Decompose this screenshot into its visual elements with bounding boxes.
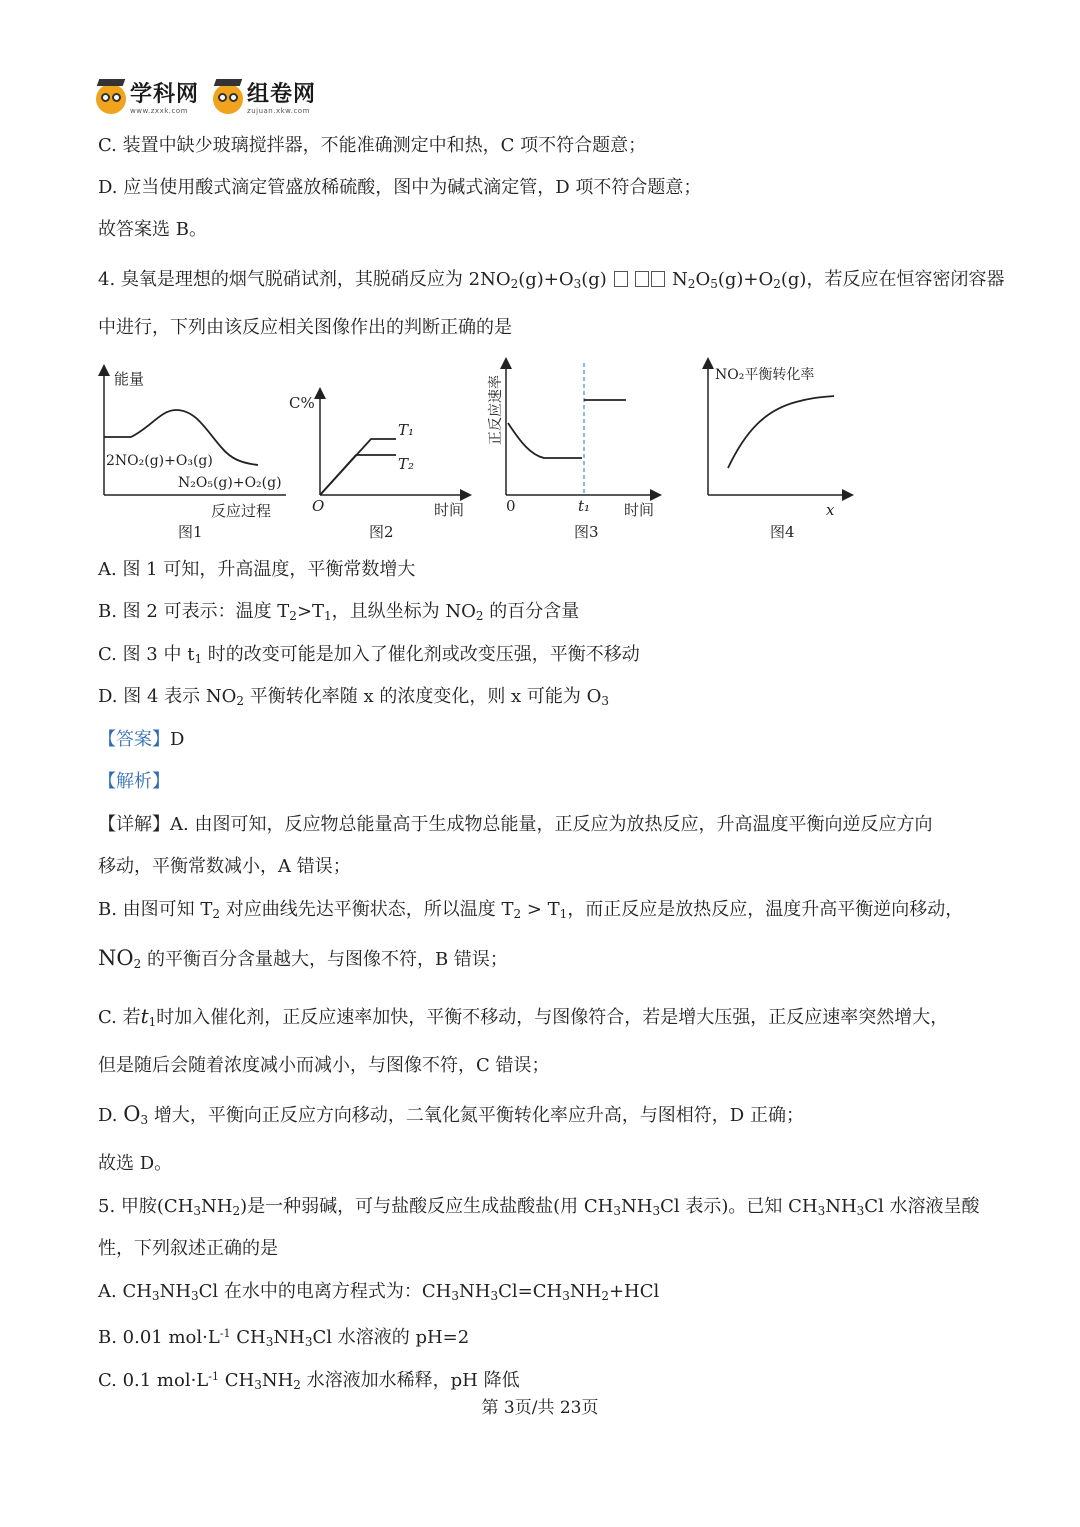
question-5-stem-2: 性，下列叙述正确的是 [98, 1238, 278, 1259]
question-4-stem: 4. 臭氧是理想的烟气脱硝试剂，其脱硝反应为 $2NO_2(g)+O_3(g)$ $N_2O_5(g)+O_2(g)$，若反应在恒容密闭容器 [98, 269, 1005, 291]
option-b: B. 图 2 可表示：温度 $T_2>T_1$，且纵坐标为 $NO_2$ 的百分含量 [98, 601, 580, 623]
detail-line: $NO_2$ 的平衡百分含量越大，与图像不符，B 错误； [98, 946, 508, 971]
fig3-ylabel: 正反应速率 [488, 375, 504, 445]
detail-line: 故选 D。 [98, 1153, 173, 1174]
detail-line: B. 由图可知 $T_2$ 对应曲线先达平衡状态，所以温度 $T_2 > T_1$，而正反应是放热反应，温度升高平衡逆向移动， [98, 899, 964, 921]
figures-row [96, 355, 856, 555]
fig3-caption: 图3 [574, 523, 599, 541]
option-c: C. 图 3 中 $t_1$ 时的改变可能是加入了催化剂或改变压强，平衡不移动 [98, 644, 640, 666]
fig2-t2-label: T₂ [398, 455, 415, 473]
text-line: D. 应当使用酸式滴定管盛放稀硫酸，图中为碱式滴定管，D 项不符合题意； [98, 177, 702, 198]
fig2-origin: O [312, 497, 325, 515]
fig3-xlabel: 时间 [624, 501, 655, 519]
page-footer: 第 3页/共 23页 [481, 1398, 599, 1418]
figure-4-conversion-x [708, 363, 848, 541]
detail-line: D. $O_3$ 增大，平衡向正反应方向移动，二氧化氮平衡转化率应升高，与图相符，D 正确； [98, 1102, 804, 1127]
brand-name: 学科网 [130, 81, 200, 107]
detail-line: 【详解】A. 由图可知，反应物总能量高于生成物总能量，正反应为放热反应，升高温度平衡向逆反应方向 [98, 814, 933, 835]
fig2-t1-label: T₁ [398, 421, 415, 439]
fig1-product-label: N₂O₅(g)+O₂(g) [178, 475, 282, 491]
fig4-xlabel: x [826, 501, 835, 519]
text-line: 故答案选 B。 [98, 219, 207, 240]
fig2-caption: 图2 [369, 523, 394, 541]
fig4-caption: 图4 [770, 523, 795, 541]
question-4-stem-2: 中进行，下列由该反应相关图像作出的判断正确的是 [98, 317, 512, 338]
fig1-caption: 图1 [178, 523, 203, 541]
fig2-ylabel: C% [289, 394, 315, 412]
fig1-ylabel: 能量 [114, 370, 145, 388]
figure-3-rate-time [487, 363, 656, 541]
fig2-xlabel: 时间 [434, 501, 465, 519]
answer-line: 【答案】D [98, 729, 185, 750]
equilibrium-arrow-icon [635, 271, 649, 287]
option-a: A. 图 1 可知，升高温度，平衡常数增大 [98, 559, 416, 580]
analysis-tag: 【解析】 [98, 771, 170, 792]
q5-option-a: A. $CH_3NH_3Cl$ 在水中的电离方程式为：$CH_3NH_3Cl=CH_3NH_2+HCl$ [98, 1281, 660, 1303]
equilibrium-arrow-icon [651, 271, 665, 287]
brand-xuekewang[interactable] [96, 81, 200, 115]
header-logos [96, 80, 330, 118]
fig1-reactant-label: 2NO₂(g)+O₃(g) [106, 453, 213, 469]
detail-line: 但是随后会随着浓度减小而减小，与图像不符，C 错误； [98, 1055, 550, 1076]
fig3-tick: t₁ [578, 497, 591, 515]
figure-2-concentration-time [289, 393, 466, 541]
equilibrium-arrow-icon [614, 271, 628, 287]
owl-logo-icon [96, 84, 126, 114]
question-5-stem: 5. 甲胺$(CH_3NH_2)$是一种弱碱，可与盐酸反应生成盐酸盐(用 $CH_3NH_3Cl$ 表示)。已知 $CH_3NH_3Cl$ 水溶液呈酸 [98, 1196, 980, 1218]
brand-zujuanwang[interactable] [213, 81, 317, 115]
brand-url: zujuan.xkw.com [247, 106, 310, 115]
figure-1-energy-diagram [104, 370, 286, 541]
detail-line: C. 若$t_1$时加入催化剂，正反应速率加快，平衡不移动，与图像符合，若是增大压强，正反应速率突然增大， [98, 1004, 949, 1029]
fig3-origin: 0 [506, 497, 516, 515]
fig1-xlabel: 反应过程 [211, 502, 272, 520]
q5-option-c: C. 0.1 $mol\cdot L^{-1}$ $CH_3NH_2$ 水溶液加水稀释，pH 降低 [98, 1370, 520, 1392]
brand-name: 组卷网 [247, 81, 317, 107]
option-d: D. 图 4 表示 $NO_2$ 平衡转化率随 x 的浓度变化，则 x 可能为 $O_3$ [98, 686, 610, 708]
q5-option-b: B. 0.01 $mol\cdot L^{-1}$ $CH_3NH_3Cl$ 水溶液的 pH=2 [98, 1327, 470, 1349]
detail-line: 移动，平衡常数减小，A 错误； [98, 856, 351, 877]
owl-logo-icon [213, 84, 243, 114]
brand-url: www.zxxk.com [130, 106, 188, 115]
text-line: C. 装置中缺少玻璃搅拌器，不能准确测定中和热，C 项不符合题意； [98, 135, 647, 156]
fig4-ylabel: NO₂平衡转化率 [715, 367, 815, 383]
